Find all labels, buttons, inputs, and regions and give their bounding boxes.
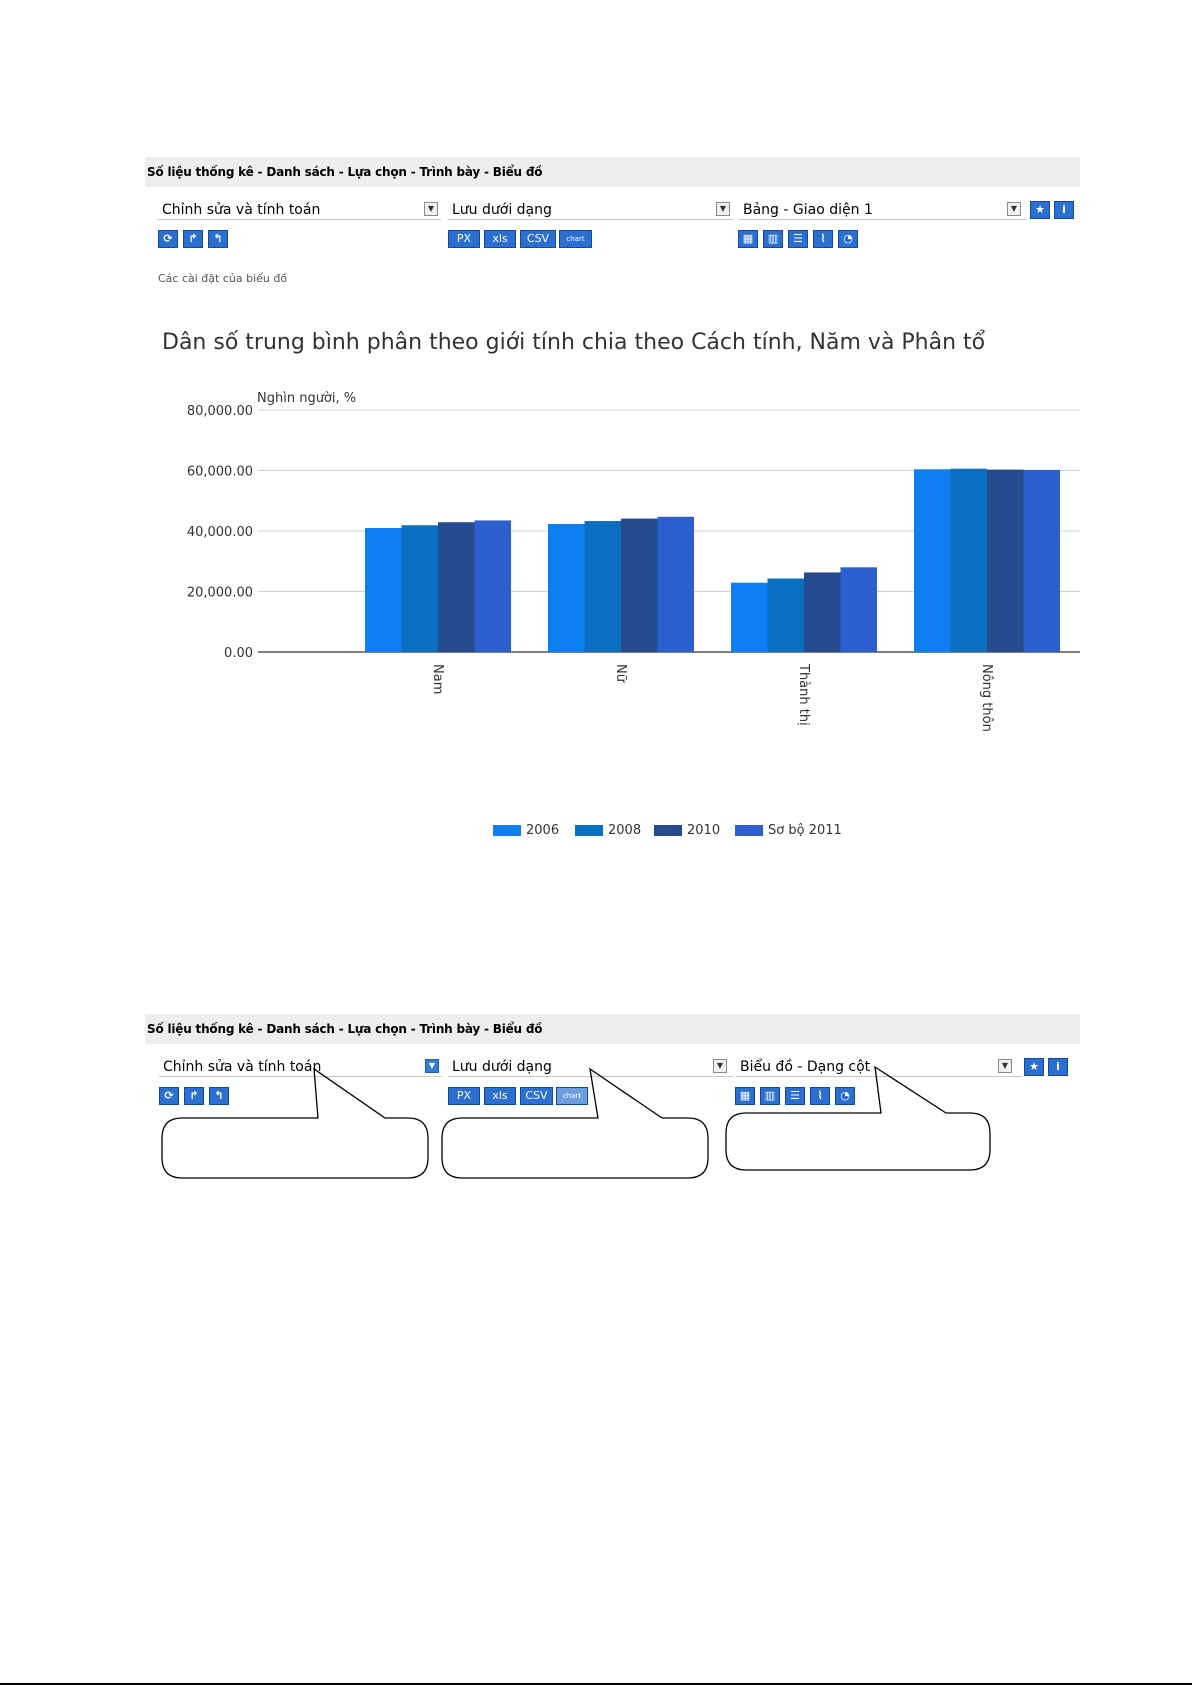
view-select[interactable] [736, 1057, 1022, 1077]
bar [804, 572, 841, 652]
table-icon[interactable]: ▦ [738, 230, 758, 248]
chevron-down-icon[interactable]: ▼ [716, 202, 730, 216]
export-csv-button[interactable]: CSV [520, 1087, 553, 1105]
info-icon[interactable]: i [1048, 1058, 1068, 1076]
save-as-select-value: Lưu dưới dạng [452, 202, 552, 218]
legend-item [654, 823, 720, 838]
forward-icon[interactable]: ↱ [183, 230, 203, 248]
legend-swatch [493, 825, 521, 836]
view-select-value: Biểu đồ - Dạng cột [740, 1059, 871, 1075]
y-tick-label: 0.00 [224, 646, 253, 661]
export-px-button[interactable]: PX [448, 230, 480, 248]
bar [768, 578, 805, 652]
legend-item [735, 823, 842, 838]
callout-view [726, 1067, 990, 1170]
line-chart-icon[interactable]: ⌇ [813, 230, 833, 248]
y-tick-label: 20,000.00 [186, 585, 253, 601]
bar [402, 525, 439, 652]
legend-label: 2008 [608, 823, 642, 838]
legend-swatch [735, 825, 763, 836]
x-tick-label: Thành thị [796, 664, 811, 726]
view-select-value: Bảng - Giao diện 1 [743, 202, 873, 218]
chevron-down-icon[interactable]: ▼ [1007, 202, 1021, 216]
pie-icon[interactable]: ◔ [838, 230, 858, 248]
bar [365, 528, 402, 652]
refresh-icon[interactable]: ⟳ [158, 230, 178, 248]
star-icon[interactable]: ★ [1030, 201, 1050, 219]
y-tick-label: 80,000.00 [186, 404, 253, 419]
chart-settings-link[interactable]: Các cài đặt của biểu đồ [158, 272, 288, 285]
edit-calculate-select[interactable] [159, 1057, 442, 1077]
save-as-select[interactable] [448, 1057, 733, 1077]
breadcrumb: Số liệu thống kê - Danh sách - Lựa chọn - Trình bày - Biểu đồ [145, 1014, 1080, 1044]
bar [438, 522, 475, 652]
bar-chart-icon[interactable]: ▥ [760, 1087, 780, 1105]
bar [475, 520, 512, 652]
pie-icon[interactable]: ◔ [835, 1087, 855, 1105]
legend-item [493, 823, 559, 838]
chevron-down-icon[interactable]: ▼ [998, 1059, 1012, 1073]
export-xls-button[interactable]: xls [484, 1087, 516, 1105]
y-tick-label: 60,000.00 [186, 464, 253, 480]
refresh-icon[interactable]: ⟳ [159, 1087, 179, 1105]
bar [585, 521, 622, 652]
callout-save [442, 1069, 708, 1178]
legend-swatch [575, 825, 603, 836]
bar [951, 469, 988, 652]
bar [1024, 470, 1061, 652]
export-chart-button[interactable]: chart [556, 1087, 588, 1105]
y-axis-unit: Nghìn người, % [257, 391, 357, 406]
bar [987, 470, 1024, 652]
chart-title: Dân số trung bình phân theo giới tính chia theo Cách tính, Năm và Phân tổ [162, 330, 986, 355]
export-chart-button[interactable]: chart [559, 230, 592, 248]
bar [841, 567, 878, 652]
export-xls-button[interactable]: xls [484, 230, 516, 248]
table-icon[interactable]: ▦ [735, 1087, 755, 1105]
undo-icon[interactable]: ↰ [209, 1087, 229, 1105]
edit-calculate-select-value: Chỉnh sửa và tính toán [162, 202, 321, 218]
save-as-select-value: Lưu dưới dạng [452, 1059, 552, 1075]
info-icon[interactable]: i [1054, 201, 1074, 219]
bar [731, 583, 768, 652]
edit-calculate-select-value: Chỉnh sửa và tính toán [163, 1059, 322, 1075]
bar-chart-icon[interactable]: ▥ [763, 230, 783, 248]
chevron-down-icon[interactable]: ▼ [425, 1059, 439, 1073]
y-tick-label: 40,000.00 [186, 525, 253, 540]
export-px-button[interactable]: PX [448, 1087, 480, 1105]
x-tick-label: Nữ [613, 664, 628, 682]
bar [548, 524, 585, 652]
forward-icon[interactable]: ↱ [184, 1087, 204, 1105]
chevron-down-icon[interactable]: ▼ [424, 202, 438, 216]
chevron-down-icon[interactable]: ▼ [713, 1059, 727, 1073]
x-tick-label: Nam [430, 664, 445, 695]
x-tick-label: Nông thôn [979, 664, 994, 732]
list-icon[interactable]: ☰ [785, 1087, 805, 1105]
star-icon[interactable]: ★ [1024, 1058, 1044, 1076]
legend-label: Sơ bộ 2011 [768, 823, 842, 838]
bar-chart [0, 0, 1192, 800]
list-icon[interactable]: ☰ [788, 230, 808, 248]
bar [914, 469, 951, 652]
legend-label: 2006 [526, 823, 560, 838]
legend-item [575, 823, 641, 838]
undo-icon[interactable]: ↰ [208, 230, 228, 248]
legend-swatch [654, 825, 682, 836]
callout-edit [162, 1069, 428, 1178]
export-csv-button[interactable]: CSV [520, 230, 556, 248]
bar [621, 519, 658, 652]
breadcrumb: Số liệu thống kê - Danh sách - Lựa chọn - Trình bày - Biểu đồ [145, 157, 1080, 187]
bar [658, 517, 695, 652]
legend-label: 2010 [687, 823, 721, 838]
line-chart-icon[interactable]: ⌇ [810, 1087, 830, 1105]
